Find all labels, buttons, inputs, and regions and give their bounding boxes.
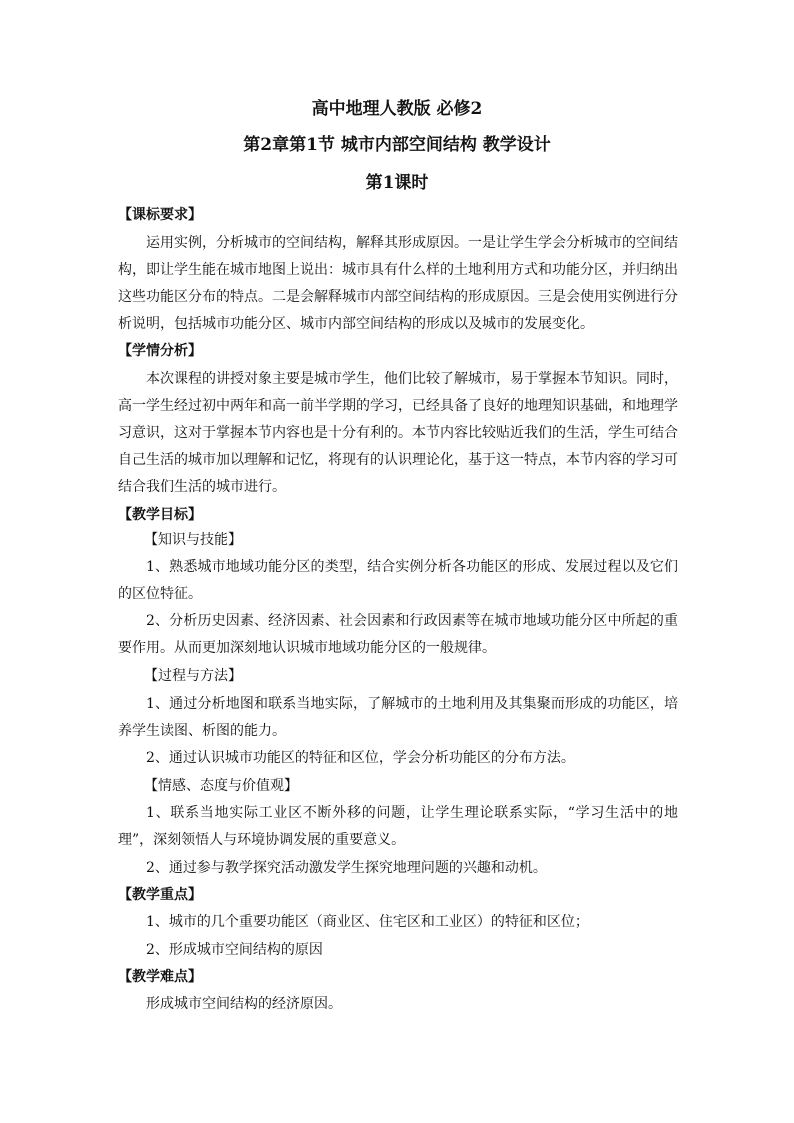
knowledge-item-2: 2、分析历史因素、经济因素、社会因素和行政因素等在城市地域功能分区中所起的重要作用。从而更加深刻地认识城市地域功能分区的一般规律。 [118,613,678,656]
process-subheading: 【过程与方法】 [144,668,242,684]
students-body: 本次课程的讲授对象主要是城市学生，他们比较了解城市，易于掌握本节知识。同时，高一学生经过初中两年和高一前半学期的学习，已经具备了良好的地理知识基础，和地理学习意识，这对于掌握本节内容也是十分有利的。本节内容比较贴近我们的生活，学生可结合自己生活的城市加以理解和记忆，将现有的认识理论化，基于这一特点，本节内容的学习可结合我们生活的城市进行。 [118,371,678,495]
curriculum-body: 运用实例，分析城市的空间结构，解释其形成原因。一是让学生学会分析城市的空间结构，即让学生能在城市地图上说出：城市具有什么样的土地利用方式和功能分区，并归纳出这些功能区分布的特点。二是会解释城市内部空间结构的形成原因。三是会使用实例进行分析说明，包括城市功能分区、城市内部空间结构的形成以及城市的发展变化。 [118,235,678,332]
process-item-2: 2、通过认识城市功能区的特征和区位，学会分析功能区的分布方法。 [146,750,575,766]
students-heading: 【学情分析】 [118,343,202,359]
difficulties-heading: 【教学难点】 [118,969,202,985]
session-title: 第1课时 [365,173,429,193]
lesson-title: 第2章第1节 城市内部空间结构 教学设计 [243,135,551,155]
curriculum-heading: 【课标要求】 [118,207,202,223]
knowledge-subheading: 【知识与技能】 [144,532,242,548]
keypoints-heading: 【教学重点】 [118,887,202,903]
difficulties-item-1: 形成城市空间结构的经济原因。 [146,996,342,1012]
keypoints-item-1: 1、城市的几个重要功能区（商业区、住宅区和工业区）的特征和区位； [146,914,589,930]
knowledge-item-1: 1、熟悉城市地域功能分区的类型，结合实例分析各功能区的形成、发展过程以及它们的区位特征。 [118,559,678,602]
emotion-item-2: 2、通过参与教学探究活动激发学生探究地理问题的兴趣和动机。 [146,860,547,876]
goals-heading: 【教学目标】 [118,507,202,523]
emotion-item-1: 1、联系当地实际工业区不断外移的问题，让学生理论联系实际，“学习生活中的地理”，深刻领悟人与环境协调发展的重要意义。 [118,805,678,848]
keypoints-item-2: 2、形成城市空间结构的原因 [146,942,323,958]
emotion-subheading: 【情感、态度与价值观】 [144,778,298,794]
process-item-1: 1、通过分析地图和联系当地实际，了解城市的土地利用及其集聚而形成的功能区，培养学生读图、析图的能力。 [118,696,678,739]
doc-title: 高中地理人教版 必修2 [311,99,483,119]
